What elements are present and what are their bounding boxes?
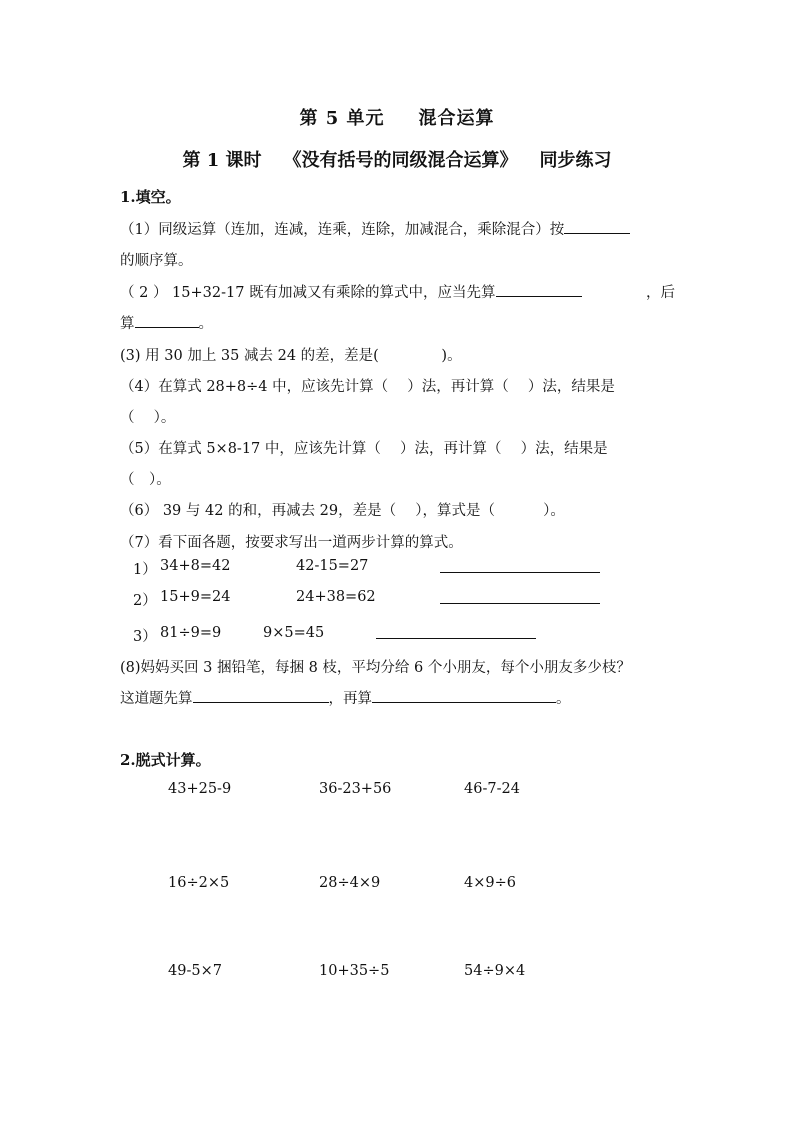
q7-item-label: 2） — [133, 593, 157, 609]
lesson-name: 《没有括号的同级混合运算》 — [283, 150, 518, 171]
answer-blank[interactable] — [193, 688, 329, 703]
unit-name: 混合运算 — [418, 108, 495, 129]
question-2-line-2: 算 。 — [120, 312, 213, 333]
answer-blank[interactable] — [564, 219, 630, 234]
q7-item-a: 34+8=42 — [160, 558, 231, 574]
calc-problem: 10+35÷5 — [319, 963, 390, 979]
lesson-title — [0, 146, 794, 172]
answer-line[interactable] — [376, 638, 536, 639]
question-6: （6） 39 与 42 的和，再减去 29，差是（ ），算式是（ ）。 — [120, 503, 565, 519]
answer-blank[interactable] — [372, 688, 556, 703]
calc-problem: 36-23+56 — [319, 781, 392, 797]
question-3: (3) 用 30 加上 35 减去 24 的差，差是( )。 — [120, 348, 462, 364]
answer-blank[interactable] — [135, 313, 199, 328]
calc-problem: 46-7-24 — [464, 781, 520, 797]
question-8-line-2: 这道题先算 ，再算 。 — [120, 687, 571, 708]
calc-problem: 28÷4×9 — [319, 875, 381, 891]
calc-problem: 16÷2×5 — [168, 875, 230, 891]
question-4-line-2: （ ）。 — [120, 410, 176, 426]
q7-item-b: 24+38=62 — [296, 589, 376, 605]
calc-problem: 4×9÷6 — [464, 875, 516, 891]
question-1-line-1: （1）同级运算（连加，连减，连乘，连除，加减混合，乘除混合）按 — [120, 218, 630, 239]
answer-line[interactable] — [440, 572, 600, 573]
unit-number: 第 5 单元 — [299, 108, 385, 129]
section1-heading: 1.填空。 — [120, 188, 181, 206]
unit-title — [0, 104, 794, 130]
question-1-line-2: 的顺序算。 — [120, 253, 193, 269]
section2-heading: 2.脱式计算。 — [120, 751, 211, 769]
q7-item-label: 3） — [133, 629, 157, 645]
answer-line[interactable] — [440, 603, 600, 604]
q7-item-b: 42-15=27 — [296, 558, 369, 574]
practice-label: 同步练习 — [539, 150, 612, 171]
calc-problem: 43+25-9 — [168, 781, 232, 797]
q7-item-label: 1） — [133, 562, 157, 578]
question-5-line-1: （5）在算式 5×8-17 中，应该先计算（ ）法，再计算（ ）法，结果是 — [120, 441, 608, 457]
answer-blank[interactable] — [496, 282, 582, 297]
question-5-line-2: （ ）。 — [120, 472, 171, 488]
lesson-number: 第 1 课时 — [182, 150, 262, 171]
question-8-line-1: (8)妈妈买回 3 捆铅笔，每捆 8 枝，平均分给 6 个小朋友，每个小朋友多少枝？ — [120, 660, 631, 676]
q7-item-a: 15+9=24 — [160, 589, 231, 605]
question-2-line-1: （ 2 ） 15+32-17 既有加减又有乘除的算式中，应当先算 ，后 — [120, 281, 675, 302]
question-4-line-1: （4）在算式 28+8÷4 中，应该先计算（ ）法，再计算（ ）法，结果是 — [120, 379, 615, 395]
calc-problem: 49-5×7 — [168, 963, 222, 979]
q7-item-a: 81÷9=9 — [160, 625, 222, 641]
q7-item-b: 9×5=45 — [263, 625, 325, 641]
calc-problem: 54÷9×4 — [464, 963, 526, 979]
question-7: （7）看下面各题，按要求写出一道两步计算的算式。 — [120, 535, 463, 551]
